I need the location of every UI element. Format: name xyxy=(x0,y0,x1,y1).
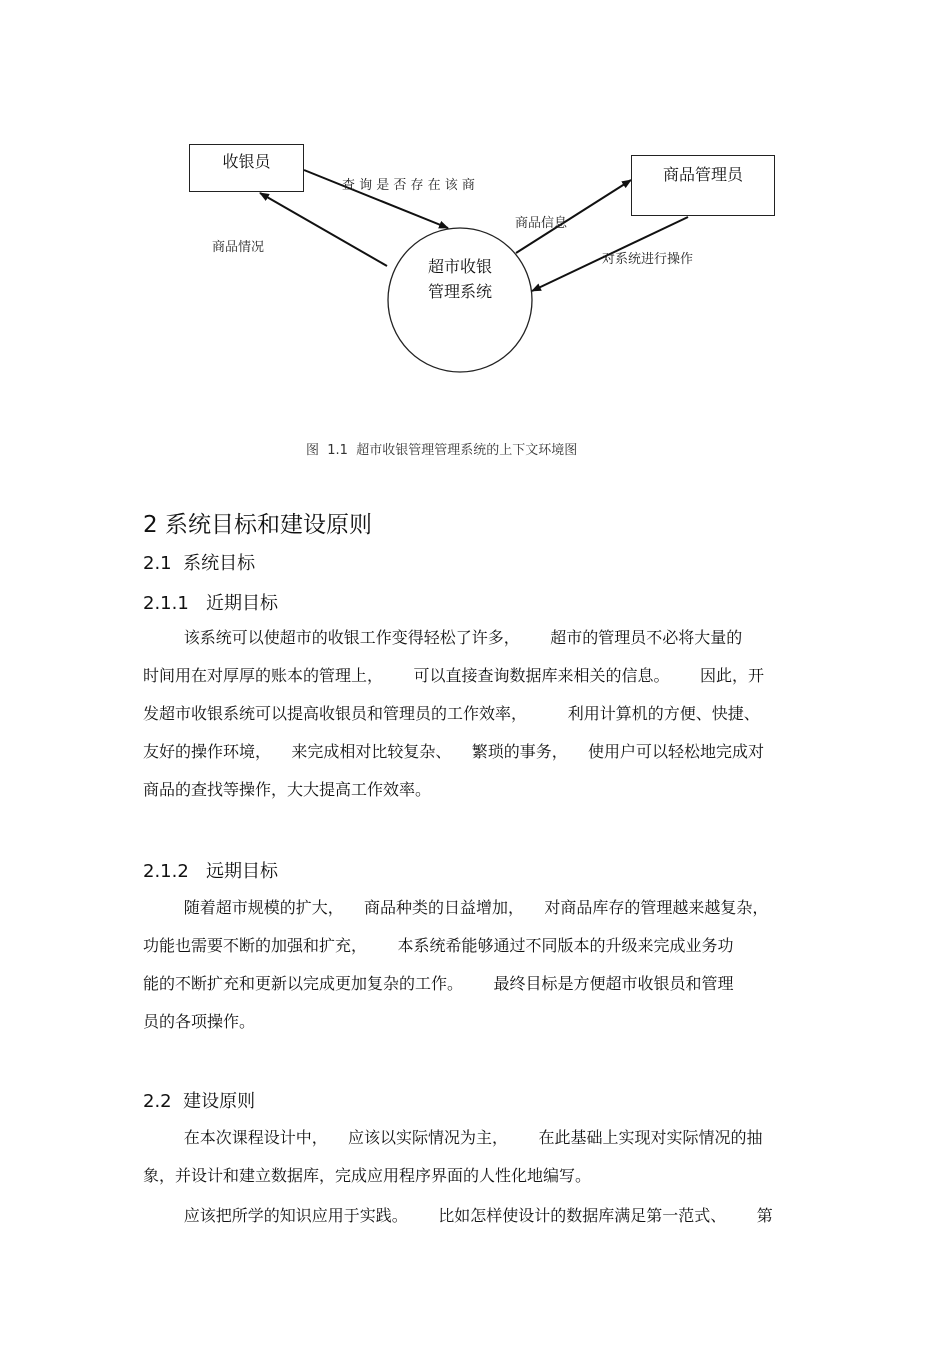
flow-label-query: 查 询 是 否 存 在 该 商 xyxy=(342,178,475,193)
subheading-2-1-1: 2.1.1 近期目标 xyxy=(143,593,278,614)
text-line: 发超市收银系统可以提高收银员和管理员的工作效率， 利用计算机的方便、快捷、 xyxy=(143,704,760,723)
figure-caption: 图 1.1 超市收银管理管理系统的上下文环境图 xyxy=(306,443,578,458)
arrow-product-status xyxy=(260,193,387,266)
section-heading: 2 系统目标和建设原则 xyxy=(143,512,372,538)
text-line: 象，并设计和建立数据库，完成应用程序界面的人性化地编写。 xyxy=(143,1166,592,1185)
diagram-arrows xyxy=(0,0,950,420)
paragraph-near-term xyxy=(143,619,764,809)
text-line: 能的不断扩充和更新以完成更加复杂的工作。 最终目标是方便超市收银员和管理 xyxy=(143,974,734,993)
flow-label-product-info: 商品信息 xyxy=(515,216,568,231)
text-line: 时间用在对厚厚的账本的管理上， 可以直接查询数据库来相关的信息。 因此，开 xyxy=(143,666,765,685)
text-line: 在本次课程设计中， 应该以实际情况为主， 在此基础上实现对实际情况的抽 xyxy=(143,1128,763,1147)
paragraph-principle-1 xyxy=(143,1119,763,1195)
system-label-line2: 管理系统 xyxy=(427,282,492,301)
subheading-2-2: 2.2 建设原则 xyxy=(143,1091,256,1112)
system-label xyxy=(388,254,532,304)
flow-label-operate-system: 对系统进行操作 xyxy=(602,252,694,267)
text-line: 友好的操作环境， 来完成相对比较复杂、 繁琐的事务， 使用户可以轻松地完成对 xyxy=(143,742,765,761)
text-line: 商品的查找等操作，大大提高工作效率。 xyxy=(143,780,432,799)
subheading-2-1: 2.1 系统目标 xyxy=(143,553,256,574)
text-line: 功能也需要不断的加强和扩充， 本系统希能够通过不同版本的升级来完成业务功 xyxy=(143,936,734,955)
text-line: 应该把所学的知识应用于实践。 比如怎样使设计的数据库满足第一范式、 第 xyxy=(143,1206,773,1225)
product-manager-box xyxy=(631,155,775,216)
paragraph-principle-2 xyxy=(143,1197,773,1235)
text-line: 随着超市规模的扩大， 商品种类的日益增加， 对商品库存的管理越来越复杂， xyxy=(143,898,769,917)
product-manager-label: 商品管理员 xyxy=(662,165,743,184)
cashier-label: 收银员 xyxy=(222,152,271,171)
flow-label-product-status: 商品情况 xyxy=(212,240,265,255)
system-label-line1: 超市收银 xyxy=(427,257,492,276)
paragraph-long-term xyxy=(143,889,768,1041)
text-line: 员的各项操作。 xyxy=(143,1012,256,1031)
text-line: 该系统可以使超市的收银工作变得轻松了许多， 超市的管理员不必将大量的 xyxy=(143,628,743,647)
cashier-box xyxy=(189,144,304,192)
subheading-2-1-2: 2.1.2 远期目标 xyxy=(143,861,278,882)
